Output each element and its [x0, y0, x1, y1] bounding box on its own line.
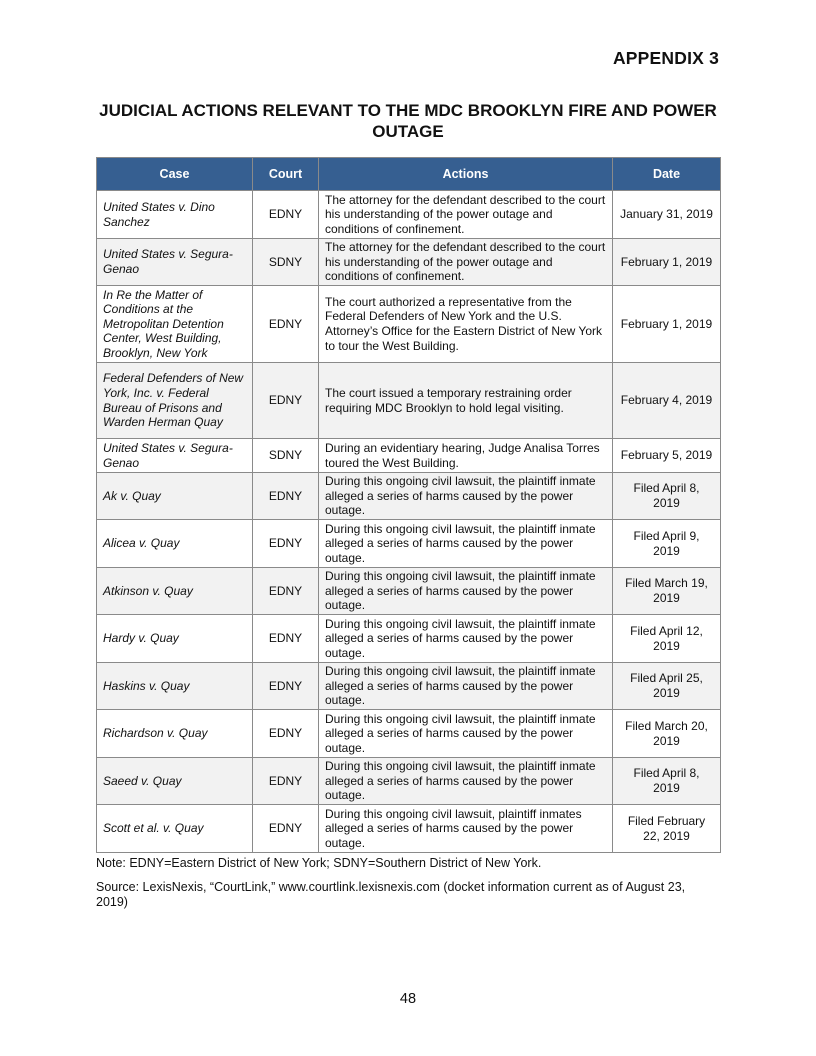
table-header-row: [97, 158, 721, 191]
court-cell: EDNY: [253, 568, 319, 615]
actions-cell: The attorney for the defendant described to the court his understanding of the power outage and conditions of confinement.: [319, 239, 613, 286]
actions-cell: The court issued a temporary restraining order requiring MDC Brooklyn to hold legal visiting.: [319, 363, 613, 439]
actions-cell: During this ongoing civil lawsuit, the plaintiff inmate alleged a series of harms caused by the power outage.: [319, 758, 613, 805]
case-cell: Hardy v. Quay: [97, 615, 253, 663]
case-cell: United States v. Segura-Genao: [97, 239, 253, 286]
court-cell: SDNY: [253, 439, 319, 473]
date-cell: February 4, 2019: [613, 363, 721, 439]
table-row: [97, 758, 721, 805]
date-cell: Filed February 22, 2019: [613, 805, 721, 853]
case-cell: United States v. Segura-Genao: [97, 439, 253, 473]
case-cell: Saeed v. Quay: [97, 758, 253, 805]
court-cell: EDNY: [253, 520, 319, 568]
court-cell: EDNY: [253, 710, 319, 758]
date-cell: February 1, 2019: [613, 286, 721, 363]
court-cell: EDNY: [253, 286, 319, 363]
date-cell: February 1, 2019: [613, 239, 721, 286]
table-row: [97, 191, 721, 239]
table-row: [97, 520, 721, 568]
court-cell: EDNY: [253, 191, 319, 239]
column-header-actions: Actions: [319, 158, 613, 191]
table-row: [97, 363, 721, 439]
actions-cell: During this ongoing civil lawsuit, plaintiff inmates alleged a series of harms caused by the power outage.: [319, 805, 613, 853]
case-cell: Federal Defenders of New York, Inc. v. Federal Bureau of Prisons and Warden Herman Quay: [97, 363, 253, 439]
date-cell: Filed March 19, 2019: [613, 568, 721, 615]
actions-cell: The attorney for the defendant described to the court his understanding of the power outage and conditions of confinement.: [319, 191, 613, 239]
case-cell: United States v. Dino Sanchez: [97, 191, 253, 239]
court-cell: EDNY: [253, 473, 319, 520]
court-cell: SDNY: [253, 239, 319, 286]
date-cell: Filed April 9, 2019: [613, 520, 721, 568]
actions-cell: During this ongoing civil lawsuit, the plaintiff inmate alleged a series of harms caused by the power outage.: [319, 520, 613, 568]
page-number: 48: [399, 991, 417, 1007]
table-row: [97, 286, 721, 363]
table-row: [97, 568, 721, 615]
date-cell: Filed April 8, 2019: [613, 473, 721, 520]
table-row: [97, 473, 721, 520]
column-header-case: Case: [97, 158, 253, 191]
actions-cell: The court authorized a representative from the Federal Defenders of New York and the U.S. Attorney’s Office for the Eastern District of New York to tour the West Building.: [319, 286, 613, 363]
table-note: Note: EDNY=Eastern District of New York; SDNY=Southern District of New York.: [96, 856, 542, 870]
court-cell: EDNY: [253, 805, 319, 853]
case-cell: Atkinson v. Quay: [97, 568, 253, 615]
table-row: [97, 615, 721, 663]
judicial-actions-table: [96, 157, 721, 853]
column-header-court: Court: [253, 158, 319, 191]
page-title: JUDICIAL ACTIONS RELEVANT TO THE MDC BROOKLYN FIRE AND POWER OUTAGE: [99, 101, 717, 141]
actions-cell: During this ongoing civil lawsuit, the plaintiff inmate alleged a series of harms caused by the power outage.: [319, 473, 613, 520]
table-row: [97, 805, 721, 853]
case-cell: Ak v. Quay: [97, 473, 253, 520]
table-row: [97, 663, 721, 710]
table-row: [97, 439, 721, 473]
date-cell: January 31, 2019: [613, 191, 721, 239]
table-source: Source: LexisNexis, “CourtLink,” www.courtlink.lexisnexis.com (docket information current as of August 23, 2019): [96, 880, 686, 909]
column-header-date: Date: [613, 158, 721, 191]
date-cell: February 5, 2019: [613, 439, 721, 473]
date-cell: Filed April 25, 2019: [613, 663, 721, 710]
case-cell: Richardson v. Quay: [97, 710, 253, 758]
case-cell: Haskins v. Quay: [97, 663, 253, 710]
actions-cell: During this ongoing civil lawsuit, the plaintiff inmate alleged a series of harms caused by the power outage.: [319, 663, 613, 710]
actions-cell: During this ongoing civil lawsuit, the plaintiff inmate alleged a series of harms caused by the power outage.: [319, 710, 613, 758]
court-cell: EDNY: [253, 615, 319, 663]
court-cell: EDNY: [253, 758, 319, 805]
table-row: [97, 239, 721, 286]
case-cell: Scott et al. v. Quay: [97, 805, 253, 853]
table-row: [97, 710, 721, 758]
actions-cell: During an evidentiary hearing, Judge Analisa Torres toured the West Building.: [319, 439, 613, 473]
court-cell: EDNY: [253, 663, 319, 710]
case-cell: Alicea v. Quay: [97, 520, 253, 568]
actions-cell: During this ongoing civil lawsuit, the plaintiff inmate alleged a series of harms caused by the power outage.: [319, 615, 613, 663]
appendix-label: APPENDIX 3: [612, 48, 719, 68]
case-cell: In Re the Matter of Conditions at the Metropolitan Detention Center, West Building, Brooklyn, New York: [97, 286, 253, 363]
date-cell: Filed April 8, 2019: [613, 758, 721, 805]
court-cell: EDNY: [253, 363, 319, 439]
date-cell: Filed March 20, 2019: [613, 710, 721, 758]
date-cell: Filed April 12, 2019: [613, 615, 721, 663]
actions-cell: During this ongoing civil lawsuit, the plaintiff inmate alleged a series of harms caused by the power outage.: [319, 568, 613, 615]
